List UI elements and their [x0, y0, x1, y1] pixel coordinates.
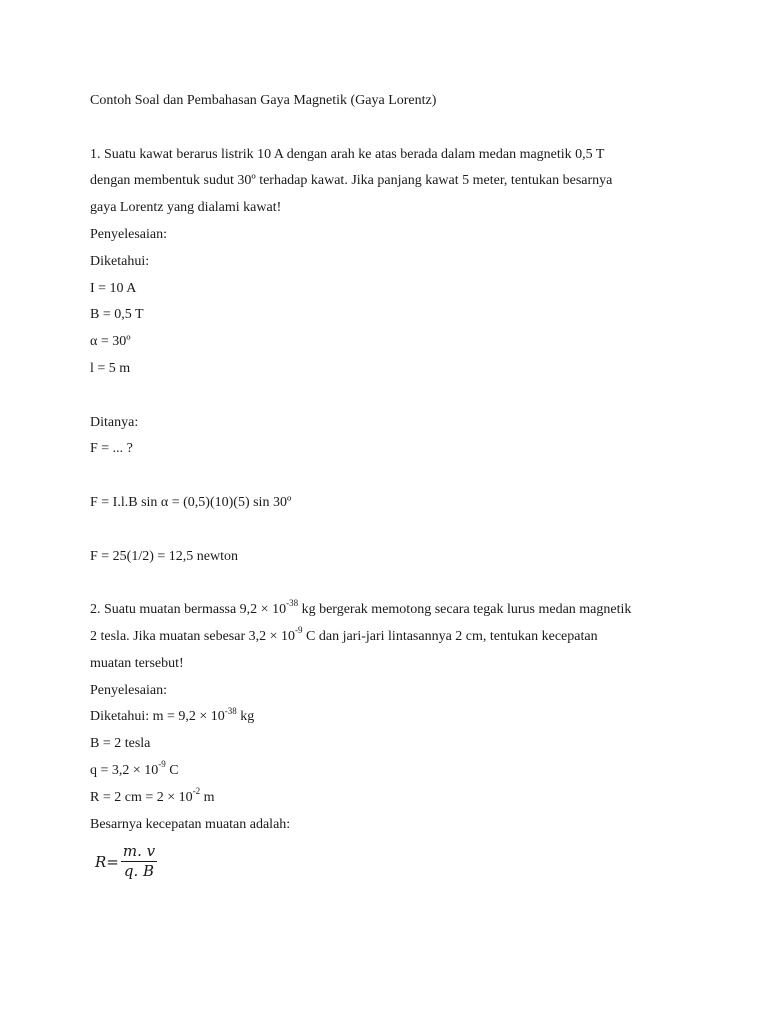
formula-numerator: m. v [122, 842, 156, 860]
problem2-known-field: B = 2 tesla [90, 736, 151, 752]
problem2-question-line1: 2. Suatu muatan bermassa $9,2 \times 10^{-38}$ kg bergerak memotong secara tegak lurus medan magnetik [90, 598, 632, 618]
problem1-solution-label: Penyelesaian: [90, 226, 167, 242]
exponent: -38 [286, 598, 299, 609]
problem2-speed-label: Besarnya kecepatan muatan adalah: [90, 816, 291, 832]
formula-fraction [121, 843, 157, 880]
exponent: -38 [224, 705, 237, 716]
problem1-known-label: Diketahui: [90, 253, 150, 269]
problem1-known-field: B = 0,5 T [90, 307, 144, 323]
spacer [90, 115, 690, 142]
problem2-solution-label: Penyelesaian: [90, 682, 167, 698]
problem1-question-line1: 1. Suatu kawat berarus listrik 10 A dengan arah ke atas berada dalam medan magnetik 0,5 T [90, 146, 605, 162]
formula-denominator: q. B [123, 862, 155, 880]
problem2-question-line3: muatan tersebut! [90, 655, 184, 671]
problem1-step1: F = I.l.B sin α = (0,5)(10)(5) sin 30º [90, 494, 292, 510]
problem1-question-line3: gaya Lorentz yang dialami kawat! [90, 200, 282, 216]
problem1-known-length: l = 5 m [90, 360, 131, 376]
problem1-step2: F = 25(1/2) = 12,5 newton [90, 548, 239, 564]
problem2-question-line2: 2 tesla. Jika muatan sebesar $3,2 \times 10^{-9}$ C dan jari-jari lintasannya 2 cm, tentukan kecepatan [90, 625, 598, 644]
problem2-known-radius: R = 2 cm = $2 \times 10^{-2}$ m [90, 786, 215, 805]
spacer [90, 383, 690, 410]
problem1-asked: F = ... ? [90, 441, 133, 457]
exponent: -2 [192, 786, 201, 797]
exponent: -9 [158, 759, 166, 770]
problem1-question-line2: dengan membentuk sudut 30º terhadap kawat. Jika panjang kawat 5 meter, tentukan besarnya [90, 173, 613, 189]
problem2-known-mass: Diketahui: $m = 9,2 \times 10^{-38}$ kg [90, 705, 255, 725]
exponent: -9 [295, 625, 303, 636]
problem2-known-charge: $q = 3,2 \times 10^{-9}$ C [90, 759, 179, 778]
document-body [90, 88, 690, 838]
spacer [90, 570, 690, 597]
problem1-known-current: I = 10 A [90, 280, 137, 296]
formula-lhs: R= [95, 852, 119, 871]
document-title: Contoh Soal dan Pembahasan Gaya Magnetik (Gaya Lorentz) [90, 93, 437, 108]
radius-formula [95, 843, 157, 880]
spacer [90, 517, 690, 544]
problem1-asked-label: Ditanya: [90, 414, 139, 430]
spacer [90, 463, 690, 490]
problem1-known-angle: α = 30º [90, 334, 131, 350]
